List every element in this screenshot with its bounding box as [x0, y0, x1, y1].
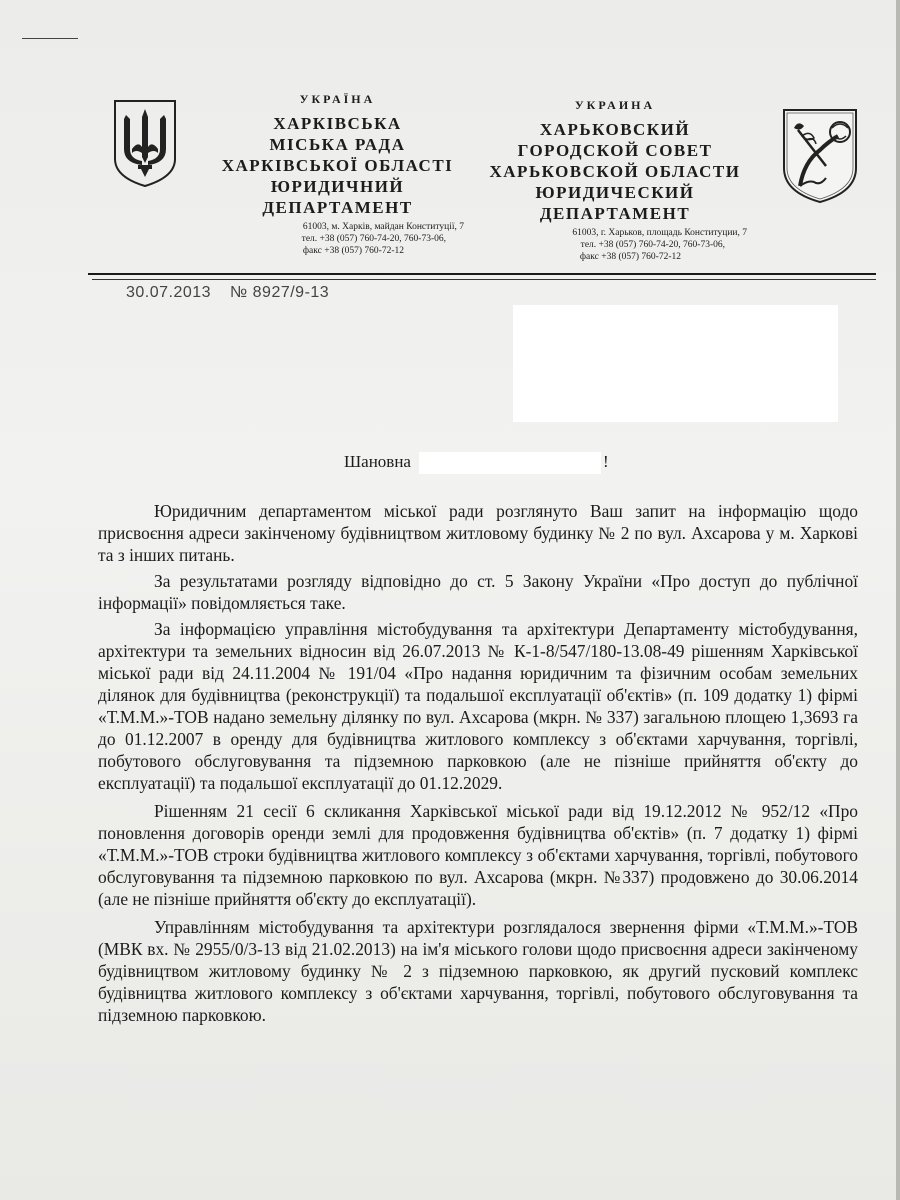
org-line: ЮРИДИЧЕСКИЙ [535, 183, 695, 202]
letter-body [98, 500, 858, 1026]
header-ukrainian [205, 92, 470, 257]
org-fax: факс +38 (057) 760-72-12 [302, 246, 404, 256]
org-line: ХАРКІВСЬКОЇ ОБЛАСТІ [221, 156, 454, 175]
org-line: ДЕПАРТАМЕНТ [539, 204, 691, 223]
paragraph: Юридичним департаментом міської ради розглянуто Ваш запит на інформацію щодо присвоєння адреси закінченому будівництвом житловому будинку № 2 по вул. Ахсарова у м. Харкові та з інших питань. [98, 501, 858, 565]
registration-stamp [126, 284, 343, 302]
paragraph: За результатами розгляду відповідно до ст. 5 Закону України «Про доступ до публічної інформації» повідомляється таке. [98, 571, 858, 613]
org-phone: тел. +38 (057) 760-74-20, 760-73-06, [580, 240, 725, 250]
org-line: ГОРОДСКОЙ СОВЕТ [517, 141, 713, 160]
org-address: 61003, г. Харьков, площадь Конституции, 7 [572, 228, 747, 238]
redacted-addressee [513, 305, 838, 422]
corner-mark [22, 38, 78, 39]
org-line: ХАРЬКОВСКОЙ ОБЛАСТИ [489, 162, 741, 181]
paragraph: Управлінням містобудування та архітектури розглядалося звернення фірми «Т.М.М.»-ТОВ (МВК вх. № 2955/0/3-13 від 21.02.2013) на ім'я міського голови щодо присвоєння адреси закінченому будівництвом житловому будинку № 2 з підземною парковкою, як другий пусковий комплекс будівництва житлового комплексу з об'єктами харчування, торгівлі, побутового обслуговування та підземною парковкою. [98, 917, 858, 1025]
header-divider-thin [92, 279, 876, 280]
registration-date: 30.07.2013 [126, 284, 212, 301]
paragraph: За інформацією управління містобудування та архітектури Департаменту містобудування, архітектури та земельних відносин від 26.07.2013 № К-1-8/547/180-13.08-49 рішенням Харківської міської ради від 24.11.2004 № 191/04 «Про надання юридичним та фізичним особам земельних ділянок для будівництва (реконструкції) та подальшої експлуатації об'єктів» (п. 109 додатку 1) фірмі «Т.М.М.»-ТОВ надано земельну ділянку по вул. Ахсарова (мкрн. № 337) загальною площею 1,3693 га до 01.12.2007 в оренду для будівництва житлового комплексу з об'єктами харчування, торгівлі, побутового обслуговування та підземною парковкою (але не пізніше прийняття об'єкту до експлуатації) та подальшої експлуатації до 01.12.2029. [98, 619, 858, 793]
org-fax: факс +38 (057) 760-72-12 [579, 252, 681, 262]
salutation [344, 452, 609, 474]
country-name: УКРАИНА [574, 98, 656, 112]
org-line: ХАРКІВСЬКА [273, 114, 402, 133]
org-address: 61003, м. Харків, майдан Конституції, 7 [302, 222, 464, 232]
org-line: ХАРЬКОВСКИЙ [539, 120, 691, 139]
paragraph: Рішенням 21 сесії 6 скликання Харківської міської ради від 19.12.2012 № 952/12 «Про поновлення договорів оренди землі для продовження будівництва об'єктів» (п. 7 додатку 1) фірмі «Т.М.М.»-ТОВ строки будівництва житлового комплексу з об'єктами харчування, торгівлі, побутового обслуговування та підземною парковкою по вул. Ахсарова (мкрн. №337) продовжено до 30.06.2014 (але не пізніше прийняття об'єкту до експлуатації). [98, 801, 858, 909]
org-line: МІСЬКА РАДА [269, 135, 406, 154]
org-line: ДЕПАРТАМЕНТ [262, 198, 413, 217]
redacted-name [419, 452, 601, 474]
salutation-ending: ! [602, 452, 609, 471]
salutation-greeting: Шановна [344, 452, 411, 471]
ukraine-trident-icon [110, 97, 180, 189]
kharkiv-city-arms-icon [780, 106, 860, 206]
org-line: ЮРИДИЧНИЙ [270, 177, 405, 196]
header-russian [475, 98, 755, 263]
registration-number: № 8927/9-13 [230, 284, 330, 301]
country-name: УКРАЇНА [299, 92, 376, 106]
org-phone: тел. +38 (057) 760-74-20, 760-73-06, [301, 234, 446, 244]
page-edge-shadow [896, 0, 900, 1200]
header-divider-thick [88, 273, 876, 275]
